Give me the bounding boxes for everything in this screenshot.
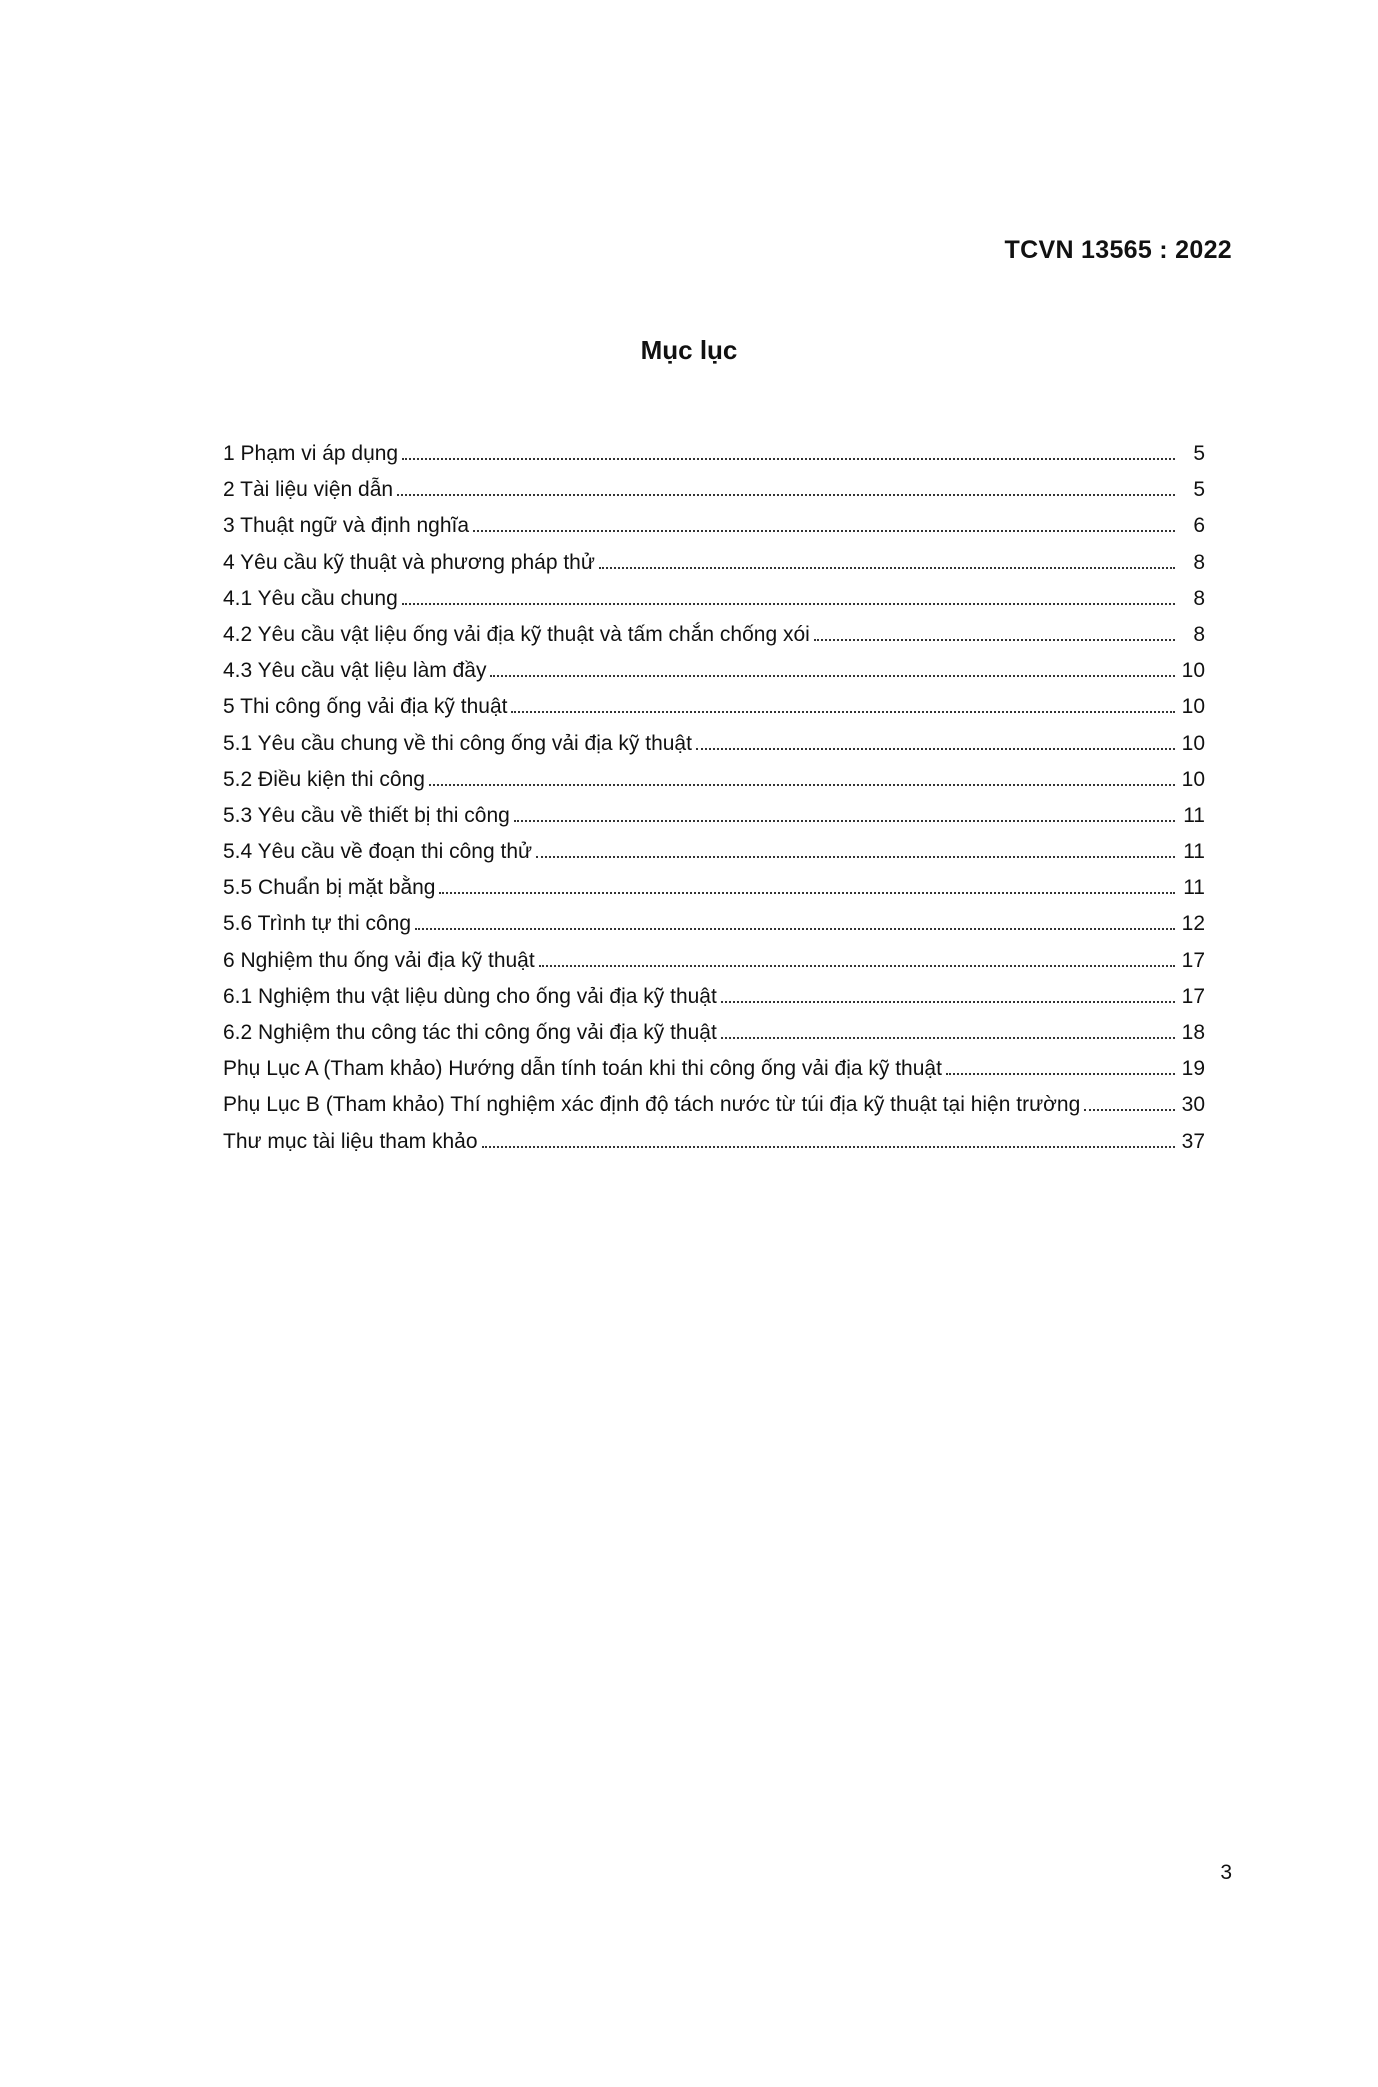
toc-entry[interactable]	[223, 472, 1205, 508]
toc-entry-page: 17	[1181, 948, 1205, 972]
toc-entry-label: 5.3 Yêu cầu về thiết bị thi công	[223, 803, 510, 827]
dot-leader	[402, 603, 1175, 605]
toc-entry[interactable]	[223, 943, 1205, 979]
toc-entry[interactable]	[223, 581, 1205, 617]
toc-entry-page: 19	[1181, 1057, 1205, 1081]
toc-entry-page: 18	[1181, 1021, 1205, 1044]
toc-entry-label: 5.1 Yêu cầu chung về thi công ống vải địa kỹ thuật	[223, 731, 692, 755]
toc-entry[interactable]	[223, 870, 1205, 906]
page-number: 3	[1220, 1861, 1232, 1884]
dot-leader	[514, 820, 1175, 822]
toc-entry[interactable]	[223, 834, 1205, 870]
toc-entry-page: 10	[1181, 767, 1205, 791]
toc-entry[interactable]	[223, 798, 1205, 834]
toc-entry-label: 5 Thi công ống vải địa kỹ thuật	[223, 695, 508, 719]
toc-entry[interactable]	[223, 689, 1205, 725]
toc-entry-label: 4.3 Yêu cầu vật liệu làm đầy	[223, 659, 487, 683]
toc-entry-page: 10	[1181, 731, 1205, 755]
dot-leader	[721, 1037, 1175, 1039]
toc-entry[interactable]	[223, 979, 1205, 1015]
toc-entry-label: 2 Tài liệu viện dẫn	[223, 478, 394, 502]
toc-entry-page: 5	[1193, 478, 1205, 502]
dot-leader	[511, 711, 1175, 713]
toc-entry[interactable]	[223, 906, 1205, 942]
toc-entry-page: 37	[1181, 1129, 1205, 1153]
toc-entry-label: 5.6 Trình tự thi công	[223, 912, 411, 936]
document-code: TCVN 13565 : 2022	[1004, 236, 1232, 264]
toc-entry[interactable]	[223, 1051, 1205, 1087]
toc-entry[interactable]	[223, 1015, 1205, 1051]
toc-entry-page: 10	[1181, 659, 1205, 683]
toc-title: Mục lục	[640, 335, 738, 365]
toc-entry-label: 5.4 Yêu cầu về đoạn thi công thử	[223, 840, 533, 864]
toc-entry[interactable]	[223, 617, 1205, 653]
dot-leader	[814, 639, 1175, 641]
toc-entry-label: 1 Phạm vi áp dụng	[223, 442, 399, 465]
toc-entry-page: 10	[1181, 695, 1205, 719]
dot-leader	[439, 892, 1175, 894]
toc-entry-label: 4.1 Yêu cầu chung	[223, 586, 398, 610]
toc-entry-label: Phụ Lục B (Tham khảo) Thí nghiệm xác định độ tách nước từ túi địa kỹ thuật tại hiện trường	[223, 1093, 1081, 1117]
toc-entry-page: 8	[1193, 586, 1205, 610]
toc-entry[interactable]	[223, 508, 1205, 544]
dot-leader	[599, 567, 1175, 569]
toc-entry-page: 17	[1181, 984, 1205, 1008]
dot-leader	[397, 494, 1175, 496]
toc-entry-page: 5	[1193, 442, 1205, 465]
toc-entry-label: 5.5 Chuẩn bị mặt bằng	[223, 876, 436, 900]
dot-leader	[415, 928, 1175, 930]
toc-entry-page: 12	[1181, 912, 1205, 936]
dot-leader	[429, 784, 1175, 786]
toc-entry-label: Phụ Lục A (Tham khảo) Hướng dẫn tính toán khi thi công ống vải địa kỹ thuật	[223, 1057, 942, 1081]
toc-entry-label: 4 Yêu cầu kỹ thuật và phương pháp thử	[223, 550, 595, 574]
toc-entry[interactable]	[223, 1124, 1205, 1160]
toc-entry[interactable]	[223, 653, 1205, 689]
dot-leader	[696, 748, 1175, 750]
dot-leader	[946, 1073, 1175, 1075]
dot-leader	[473, 530, 1175, 532]
toc-entry-label: 6 Nghiệm thu ống vải địa kỹ thuật	[223, 948, 535, 972]
toc-entry-label: 6.2 Nghiệm thu công tác thi công ống vải địa kỹ thuật	[223, 1021, 717, 1044]
toc-entry[interactable]	[223, 1087, 1205, 1123]
dot-leader	[482, 1146, 1175, 1148]
dot-leader	[536, 856, 1175, 858]
toc-entry[interactable]	[223, 762, 1205, 798]
toc-entry-label: 6.1 Nghiệm thu vật liệu dùng cho ống vải địa kỹ thuật	[223, 984, 717, 1008]
toc-entry[interactable]	[223, 726, 1205, 762]
dot-leader	[402, 458, 1175, 460]
toc-entry-label: 4.2 Yêu cầu vật liệu ống vải địa kỹ thuật và tấm chắn chống xói	[223, 622, 810, 646]
toc-entry-page: 11	[1183, 876, 1205, 900]
toc-entry-label: Thư mục tài liệu tham khảo	[223, 1129, 478, 1153]
dot-leader	[539, 965, 1175, 967]
toc-entry-page: 11	[1183, 803, 1205, 827]
dot-leader	[721, 1001, 1175, 1003]
toc-entry-page: 11	[1183, 840, 1205, 864]
toc-entry-page: 8	[1193, 550, 1205, 574]
toc-entry-page: 8	[1193, 622, 1205, 646]
dot-leader	[490, 675, 1175, 677]
toc-entry[interactable]	[223, 545, 1205, 581]
toc-entry-page: 6	[1193, 514, 1205, 538]
toc-entry-label: 3 Thuật ngữ và định nghĩa	[223, 514, 470, 538]
dot-leader	[1084, 1109, 1175, 1111]
table-of-contents	[223, 436, 1205, 1160]
toc-entry-page: 30	[1181, 1093, 1205, 1117]
toc-entry-label: 5.2 Điều kiện thi công	[223, 767, 425, 791]
toc-entry[interactable]	[223, 436, 1205, 472]
